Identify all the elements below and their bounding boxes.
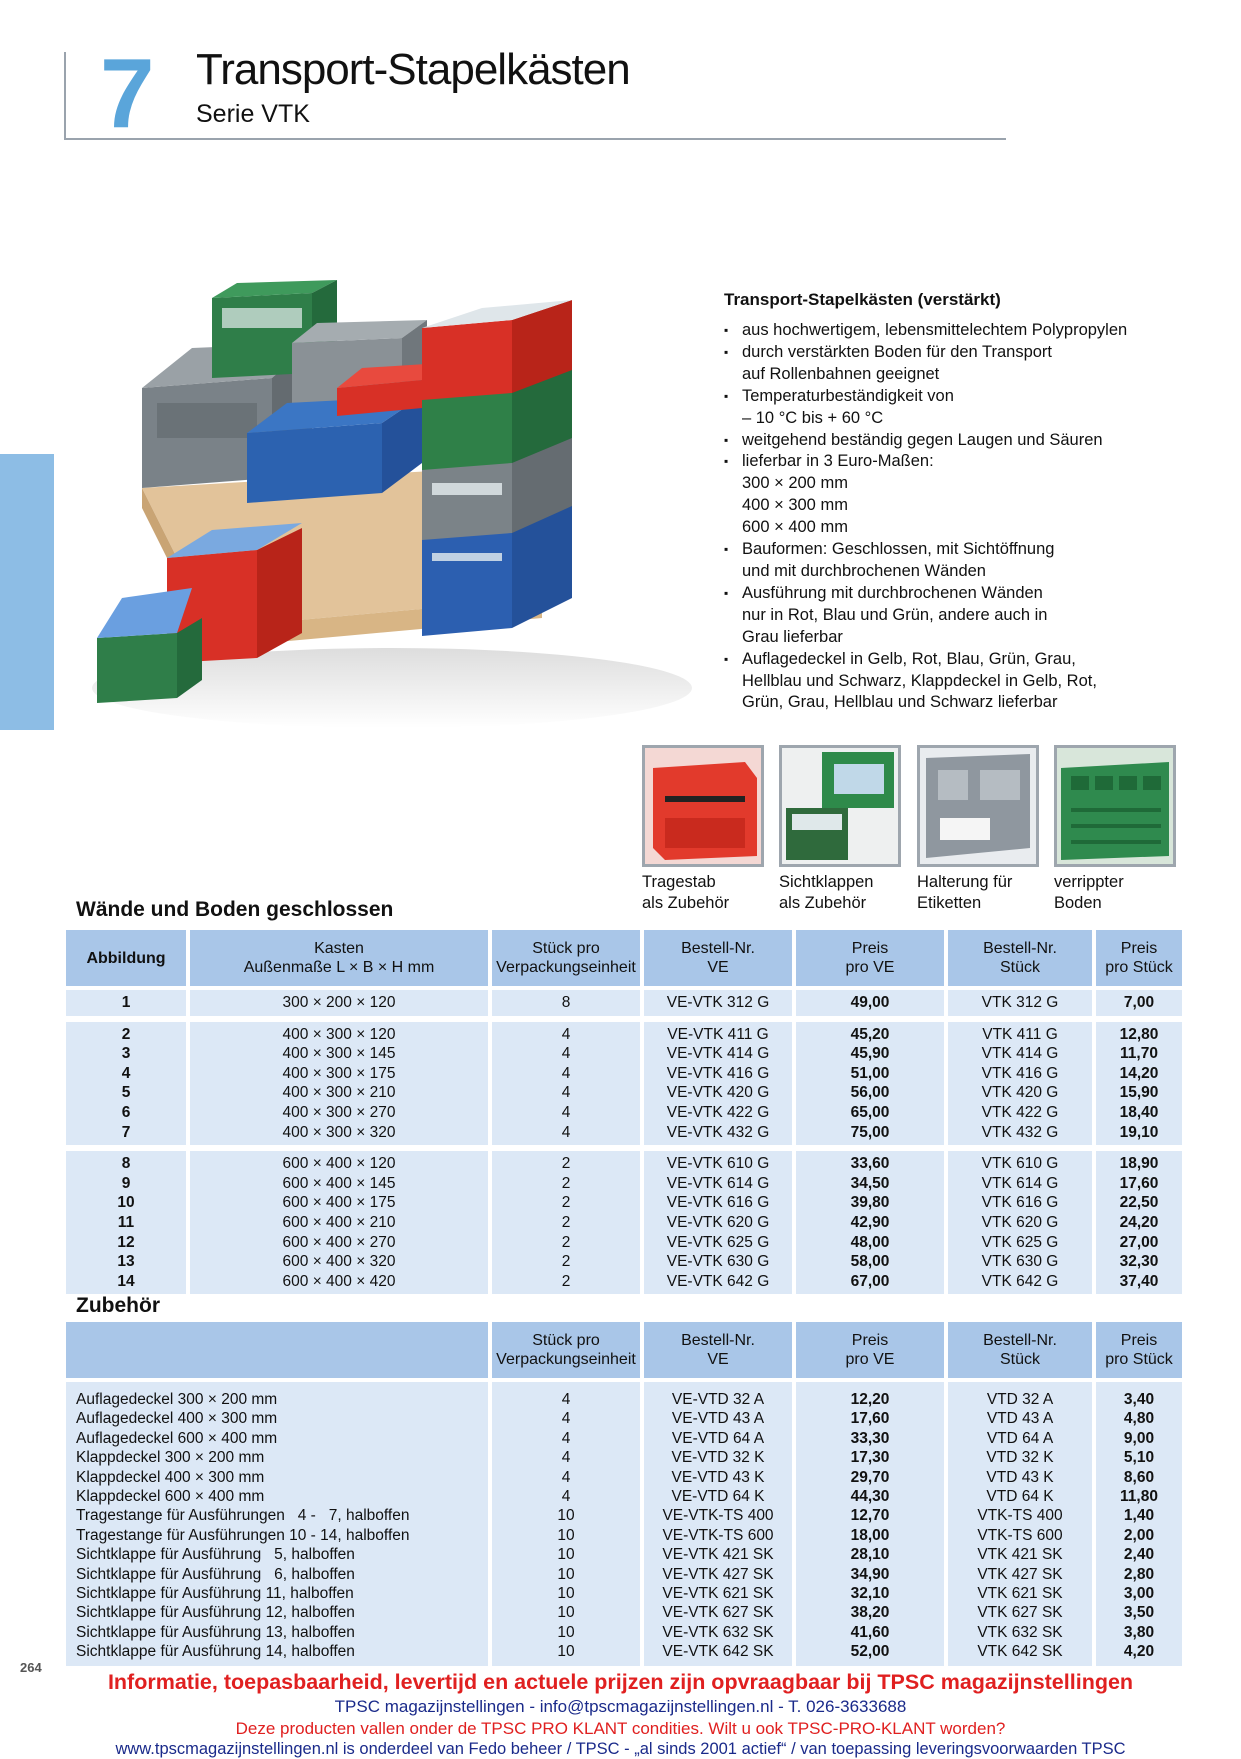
- table-cell: 29,70: [850, 1468, 890, 1486]
- feature-item: ▪ lieferbar in 3 Euro-Maßen: 300 × 200 mm 400 × 300 mm 600 × 400 mm: [724, 451, 1174, 539]
- table-cell: 2: [561, 1213, 571, 1231]
- table-cell: Klappdeckel 600 × 400 mm: [76, 1488, 265, 1505]
- header-bestell-ve: Bestell-Nr. VE: [644, 930, 792, 986]
- table-row: [66, 1623, 1182, 1643]
- table-cell: 4: [561, 1123, 571, 1141]
- table-cell: 11,80: [1120, 1488, 1158, 1505]
- table-cell: VE-VTD 32 A: [671, 1391, 765, 1408]
- table-cell: VE-VTK 414 G: [666, 1045, 770, 1063]
- table-cell: Sichtklappe für Ausführung 11, halboffen: [76, 1585, 354, 1602]
- table-cell: Auflagedeckel 400 × 300 mm: [76, 1410, 278, 1428]
- table-cell: Sichtklappe für Ausführung 13, halboffen: [76, 1623, 355, 1641]
- table-cell: 400 × 300 × 120: [282, 1025, 396, 1043]
- table-cell: VE-VTK 625 G: [666, 1233, 770, 1251]
- header-preis-stueck: Preis pro Stück: [1096, 930, 1182, 986]
- table-cell: VE-VTK 642 SK: [662, 1643, 774, 1661]
- feature-item: ▪ Temperaturbeständigkeit von – 10 °C bis + 60 °C: [724, 386, 1174, 430]
- table-cell: 4,20: [1123, 1643, 1155, 1661]
- table-cell: 2,00: [1123, 1526, 1155, 1544]
- table-cell: VE-VTK 620 G: [666, 1213, 770, 1231]
- table-cell: VTK 610 G: [981, 1155, 1059, 1173]
- table-cell: Tragestange für Ausführungen 10 - 14, halboffen: [76, 1526, 410, 1544]
- table-row: [66, 1025, 1182, 1045]
- table-cell: VTK 416 G: [981, 1064, 1059, 1082]
- table-cell: VE-VTD 32 K: [671, 1449, 765, 1467]
- table-cell: 52,00: [850, 1643, 890, 1661]
- table-cell: Sichtklappe für Ausführung 5, halboffen: [76, 1546, 355, 1564]
- table-cell: 45,90: [850, 1045, 890, 1063]
- table-cell: 24,20: [1119, 1213, 1159, 1231]
- table-cell: 34,50: [850, 1174, 890, 1192]
- table-cell: 11,70: [1120, 1045, 1158, 1063]
- table-cell: 39,80: [850, 1194, 890, 1212]
- table-row-group: [66, 1151, 1182, 1294]
- table-cell: 33,60: [850, 1155, 890, 1173]
- table-row: [66, 1233, 1182, 1253]
- table-cell: 45,20: [850, 1025, 890, 1043]
- table-cell: 2: [561, 1272, 571, 1290]
- table-cell: 2: [561, 1233, 571, 1251]
- header-preis-stueck: Preis pro Stück: [1096, 1322, 1182, 1378]
- table-cell: 11: [117, 1213, 135, 1231]
- table-cell: 7,00: [1123, 994, 1155, 1011]
- table-cell: VE-VTK 616 G: [666, 1194, 770, 1212]
- table-row: [66, 1487, 1182, 1507]
- table-cell: 12: [117, 1233, 135, 1251]
- table-row: [66, 1064, 1182, 1084]
- table-cell: 22,50: [1119, 1194, 1159, 1212]
- table-cell: 4: [561, 1084, 571, 1102]
- table-cell: 13: [117, 1253, 135, 1271]
- footer-conditions-line: Deze producten vallen onder de TPSC PRO KLANT condities. Wilt u ook TPSC-PRO-KLANT worden?: [235, 1719, 1006, 1738]
- table-cell: 4: [561, 1488, 571, 1505]
- table-cell: 3: [121, 1045, 131, 1063]
- table-cell: Tragestange für Ausführungen 4 - 7, halboffen: [76, 1507, 410, 1525]
- table-cell: 12,80: [1119, 1025, 1159, 1043]
- feature-item: ▪ Bauformen: Geschlossen, mit Sichtöffnung und mit durchbrochenen Wänden: [724, 539, 1174, 583]
- table-cell: 400 × 300 × 145: [282, 1045, 396, 1063]
- table-cell: 56,00: [850, 1084, 890, 1102]
- table-cell: VE-VTK 411 G: [667, 1025, 769, 1043]
- table-cell: 4: [561, 1468, 571, 1486]
- thumbnail-verrippter-boden: [1054, 745, 1176, 867]
- table-cell: 400 × 300 × 270: [282, 1103, 396, 1121]
- table-cell: 8: [121, 1155, 131, 1173]
- table-row: [66, 1526, 1182, 1546]
- table-cell: VE-VTK 427 SK: [662, 1565, 774, 1583]
- table-row-group: [66, 1382, 1182, 1666]
- table-cell: 18,90: [1119, 1155, 1159, 1173]
- table-cell: 10: [557, 1643, 575, 1661]
- table-cell: VTK 627 SK: [977, 1604, 1063, 1622]
- thumbnail-sichtklappen: [779, 745, 901, 867]
- table-cell: 75,00: [850, 1123, 890, 1141]
- table-cell: VE-VTK 422 G: [666, 1103, 770, 1121]
- table-cell: 10: [557, 1623, 575, 1641]
- thumbnail-label: Tragestab als Zubehör: [642, 873, 730, 912]
- header-bestell-ve: Bestell-Nr. VE: [644, 1322, 792, 1378]
- table-cell: 44,30: [850, 1488, 890, 1505]
- table-row-group: [66, 1022, 1182, 1146]
- chapter-number: 7: [100, 38, 153, 148]
- table-cell: Sichtklappe für Ausführung 12, halboffen: [76, 1604, 355, 1622]
- table-cell: 600 × 400 × 210: [282, 1213, 396, 1231]
- table-cell: 4: [561, 1045, 571, 1063]
- table-cell: VE-VTD 43 A: [671, 1410, 765, 1428]
- table-cell: 3,50: [1123, 1604, 1155, 1622]
- table-cell: 400 × 300 × 210: [282, 1084, 396, 1102]
- table-cell: VE-VTD 43 K: [671, 1468, 765, 1486]
- table-cell: 18,00: [850, 1526, 890, 1544]
- table-cell: 6: [121, 1103, 131, 1121]
- table-cell: 3,80: [1123, 1623, 1155, 1641]
- table-cell: Sichtklappe für Ausführung 6, halboffen: [76, 1565, 355, 1583]
- table-cell: 3,40: [1123, 1391, 1155, 1408]
- table-cell: 18,40: [1119, 1103, 1159, 1121]
- table-cell: 400 × 300 × 175: [282, 1064, 396, 1082]
- table-cell: 10: [557, 1604, 575, 1622]
- table-cell: 600 × 400 × 120: [282, 1155, 396, 1173]
- table-cell: 10: [557, 1565, 575, 1583]
- product-table: [66, 930, 1182, 1290]
- table-row: [66, 1272, 1182, 1292]
- table-cell: 4: [561, 1429, 571, 1447]
- table-cell: 65,00: [850, 1103, 890, 1121]
- table-cell: 2: [121, 1025, 131, 1043]
- table-cell: VTK 632 SK: [977, 1623, 1063, 1641]
- table-row: [66, 1252, 1182, 1272]
- table-cell: 4: [561, 1064, 571, 1082]
- table-cell: VTD 64 K: [986, 1488, 1054, 1505]
- table-cell: VTK 625 G: [981, 1233, 1059, 1251]
- table-cell: VE-VTK 630 G: [666, 1253, 770, 1271]
- description-title: Transport-Stapelkästen (verstärkt): [724, 290, 1001, 309]
- table-cell: VE-VTK 621 SK: [662, 1585, 774, 1602]
- table-row: [66, 1545, 1182, 1565]
- header-bestell-stueck: Bestell-Nr. Stück: [948, 930, 1092, 986]
- table-cell: 33,30: [850, 1429, 890, 1447]
- thumbnail-etiketten: [917, 745, 1039, 867]
- table-cell: VTK 414 G: [981, 1045, 1059, 1063]
- table-cell: 17,60: [850, 1410, 890, 1428]
- table-cell: 67,00: [850, 1272, 890, 1290]
- table-cell: 300 × 200 × 120: [282, 994, 396, 1011]
- thumbnail-label: Halterung für Etiketten: [917, 873, 1013, 912]
- table-cell: 7: [121, 1123, 131, 1141]
- table-cell: 8,60: [1123, 1468, 1155, 1486]
- page-number: 264: [20, 1660, 42, 1675]
- table-cell: 4: [561, 1410, 571, 1428]
- table-cell: 14,20: [1119, 1064, 1159, 1082]
- table-cell: 38,20: [850, 1604, 890, 1622]
- header-preis-ve: Preis pro VE: [796, 1322, 944, 1378]
- table-cell: Sichtklappe für Ausführung 14, halboffen: [76, 1643, 355, 1661]
- table-cell: VE-VTK 420 G: [666, 1084, 770, 1102]
- table-cell: VTK-TS 600: [977, 1526, 1063, 1544]
- accessories-table: [66, 1322, 1182, 1662]
- table-cell: VTK 614 G: [981, 1174, 1059, 1192]
- table-cell: VTD 43 K: [986, 1468, 1054, 1486]
- table-cell: 34,90: [850, 1565, 890, 1583]
- table-header-row: [66, 930, 1182, 986]
- table-cell: 14: [117, 1272, 135, 1290]
- table-cell: 4: [561, 1391, 571, 1408]
- table-cell: 5: [121, 1084, 131, 1102]
- header-kasten: Kasten Außenmaße L × B × H mm: [190, 930, 488, 986]
- section-title-closed: Wände und Boden geschlossen: [76, 898, 394, 921]
- table-cell: 600 × 400 × 320: [282, 1253, 396, 1271]
- table-cell: 10: [557, 1507, 575, 1525]
- table-cell: VTK 642 SK: [977, 1643, 1063, 1661]
- table-cell: VTK 642 G: [981, 1272, 1059, 1290]
- table-row: [66, 1083, 1182, 1103]
- table-cell: VTD 32 A: [986, 1391, 1054, 1408]
- table-cell: 600 × 400 × 420: [282, 1272, 396, 1290]
- table-cell: VTK 621 SK: [977, 1585, 1063, 1602]
- feature-item: ▪ Auflagedeckel in Gelb, Rot, Blau, Grün, Grau, Hellblau und Schwarz, Klappdeckel in Gelb, Rot, Grün, Grau, Hellblau und Schwarz lieferbar: [724, 649, 1174, 715]
- table-row: [66, 1429, 1182, 1449]
- table-cell: 10: [557, 1526, 575, 1544]
- table-cell: 3,00: [1123, 1585, 1155, 1602]
- table-row: [66, 1642, 1182, 1662]
- table-cell: 27,00: [1119, 1233, 1159, 1251]
- table-row: [66, 1390, 1182, 1410]
- feature-item: ▪ durch verstärkten Boden für den Transport auf Rollenbahnen geeignet: [724, 342, 1174, 386]
- table-cell: VE-VTK 421 SK: [662, 1546, 774, 1564]
- table-cell: 51,00: [850, 1064, 890, 1082]
- table-cell: 17,30: [850, 1449, 890, 1467]
- table-cell: 4: [561, 1449, 571, 1467]
- table-cell: VE-VTK 642 G: [666, 1272, 770, 1290]
- table-cell: 42,90: [850, 1213, 890, 1231]
- table-cell: 2: [561, 1155, 571, 1173]
- section-title-accessories: Zubehör: [76, 1294, 160, 1317]
- table-cell: VE-VTK 632 SK: [662, 1623, 774, 1641]
- thumbnail-tragestab: [642, 745, 764, 867]
- table-cell: VTK 421 SK: [977, 1546, 1063, 1564]
- thumbnail-label: Sichtklappen als Zubehör: [779, 873, 874, 912]
- table-cell: VE-VTK-TS 600: [662, 1526, 774, 1544]
- table-cell: Auflagedeckel 300 × 200 mm: [76, 1391, 278, 1408]
- table-cell: 48,00: [850, 1233, 890, 1251]
- table-cell: VE-VTK 312 G: [666, 994, 770, 1011]
- page-title: Transport-Stapelkästen: [196, 45, 630, 94]
- footer-contact-line: TPSC magazijnstellingen - info@tpscmagazijnstellingen.nl - T. 026-3633688: [334, 1697, 907, 1716]
- chapter-side-tab: [0, 454, 54, 730]
- table-cell: 1,40: [1123, 1507, 1155, 1525]
- table-cell: Klappdeckel 300 × 200 mm: [76, 1449, 265, 1467]
- table-row: [66, 1448, 1182, 1468]
- table-cell: VTK 420 G: [981, 1084, 1059, 1102]
- table-row: [66, 1603, 1182, 1623]
- product-photo: [62, 268, 702, 738]
- footer-info-line: Informatie, toepasbaarheid, levertijd en actuele prijzen zijn opvraagbaar bij TPSC magazijnstellingen: [107, 1670, 1134, 1694]
- table-cell: 4: [561, 1025, 571, 1043]
- table-cell: 41,60: [850, 1623, 890, 1641]
- table-cell: VTK 312 G: [981, 994, 1059, 1011]
- table-cell: 2: [561, 1174, 571, 1192]
- table-cell: 12,20: [850, 1391, 890, 1408]
- header-preis-ve: Preis pro VE: [796, 930, 944, 986]
- table-cell: VE-VTK-TS 400: [662, 1507, 774, 1525]
- table-row: [66, 1506, 1182, 1526]
- table-row: [66, 1213, 1182, 1233]
- table-cell: 2,40: [1123, 1546, 1155, 1564]
- table-row-group: [66, 990, 1182, 1016]
- table-cell: VTD 43 A: [986, 1410, 1054, 1428]
- table-cell: 32,10: [850, 1585, 890, 1602]
- header-stueck: Stück pro Verpackungseinheit: [492, 930, 640, 986]
- table-cell: 28,10: [850, 1546, 890, 1564]
- table-cell: 2: [561, 1253, 571, 1271]
- table-row: [66, 1565, 1182, 1585]
- table-cell: 2,80: [1123, 1565, 1155, 1583]
- table-row: [66, 1468, 1182, 1488]
- table-cell: 10: [557, 1585, 575, 1602]
- table-cell: VE-VTK 610 G: [666, 1155, 770, 1173]
- footer-company-line: www.tpscmagazijnstellingen.nl is onderdeel van Fedo beheer / TPSC - „al sinds 2001 actief“ / van toepassing leveringsvoorwaarden TPSC: [115, 1740, 1126, 1758]
- table-cell: Klappdeckel 400 × 300 mm: [76, 1468, 265, 1486]
- table-cell: VE-VTK 416 G: [666, 1064, 770, 1082]
- table-row: [66, 1584, 1182, 1604]
- table-row: [66, 1409, 1182, 1429]
- table-row: [66, 1193, 1182, 1213]
- table-cell: VE-VTD 64 K: [671, 1488, 765, 1505]
- table-cell: 4: [121, 1064, 131, 1082]
- table-cell: 1: [121, 994, 131, 1011]
- table-cell: 4: [561, 1103, 571, 1121]
- table-cell: 400 × 300 × 320: [282, 1123, 396, 1141]
- table-cell: VTK 616 G: [981, 1194, 1059, 1212]
- header-divider-horizontal: [64, 138, 1006, 140]
- thumbnail-label: verrippter Boden: [1054, 873, 1124, 912]
- table-cell: 10: [117, 1194, 135, 1212]
- table-cell: 37,40: [1119, 1272, 1159, 1290]
- header-abbildung: Abbildung: [66, 930, 186, 986]
- table-row: [66, 1044, 1182, 1064]
- table-row: [66, 993, 1182, 1013]
- table-cell: 9: [121, 1174, 131, 1192]
- table-cell: VE-VTK 627 SK: [662, 1604, 774, 1622]
- table-cell: 600 × 400 × 175: [282, 1194, 396, 1212]
- feature-item: ▪ Ausführung mit durchbrochenen Wänden nur in Rot, Blau und Grün, andere auch in Grau lieferbar: [724, 583, 1174, 649]
- table-cell: 600 × 400 × 145: [282, 1174, 396, 1192]
- table-cell: 9,00: [1123, 1429, 1155, 1447]
- table-cell: VTK 422 G: [981, 1103, 1059, 1121]
- feature-item: ▪ weitgehend beständig gegen Laugen und Säuren: [724, 430, 1174, 452]
- table-cell: VTD 32 K: [986, 1449, 1054, 1467]
- header-stueck: Stück pro Verpackungseinheit: [492, 1322, 640, 1378]
- table-cell: VTK 432 G: [981, 1123, 1059, 1141]
- table-cell: VTK 427 SK: [977, 1565, 1063, 1583]
- feature-list: [724, 320, 1174, 714]
- table-cell: VTK-TS 400: [977, 1507, 1063, 1525]
- table-cell: VTD 64 A: [986, 1429, 1054, 1447]
- table-cell: 5,10: [1123, 1449, 1155, 1467]
- page-subtitle: Serie VTK: [196, 100, 310, 128]
- header-blank: [66, 1322, 488, 1378]
- table-row: [66, 1174, 1182, 1194]
- header-bestell-stueck: Bestell-Nr. Stück: [948, 1322, 1092, 1378]
- header-divider-vertical: [64, 52, 66, 140]
- table-cell: 600 × 400 × 270: [282, 1233, 396, 1251]
- table-cell: 4,80: [1123, 1410, 1155, 1428]
- table-cell: 12,70: [850, 1507, 890, 1525]
- table-cell: VE-VTD 64 A: [671, 1429, 765, 1447]
- table-header-row: [66, 1322, 1182, 1378]
- table-cell: Auflagedeckel 600 × 400 mm: [76, 1429, 278, 1447]
- feature-item: ▪ aus hochwertigem, lebensmittelechtem Polypropylen: [724, 320, 1174, 342]
- table-row: [66, 1154, 1182, 1174]
- table-cell: 2: [561, 1194, 571, 1212]
- table-cell: 58,00: [850, 1253, 890, 1271]
- table-cell: VTK 620 G: [981, 1213, 1059, 1231]
- table-cell: 15,90: [1119, 1084, 1159, 1102]
- table-cell: VTK 411 G: [982, 1025, 1058, 1043]
- table-cell: 17,60: [1119, 1174, 1159, 1192]
- table-cell: 10: [557, 1546, 575, 1564]
- table-cell: 32,30: [1119, 1253, 1159, 1271]
- table-cell: 49,00: [850, 994, 890, 1011]
- table-cell: 8: [561, 994, 571, 1011]
- table-row: [66, 1123, 1182, 1143]
- table-cell: 19,10: [1119, 1123, 1159, 1141]
- table-cell: VTK 630 G: [981, 1253, 1059, 1271]
- table-row: [66, 1103, 1182, 1123]
- table-cell: VE-VTK 432 G: [666, 1123, 770, 1141]
- table-cell: VE-VTK 614 G: [666, 1174, 770, 1192]
